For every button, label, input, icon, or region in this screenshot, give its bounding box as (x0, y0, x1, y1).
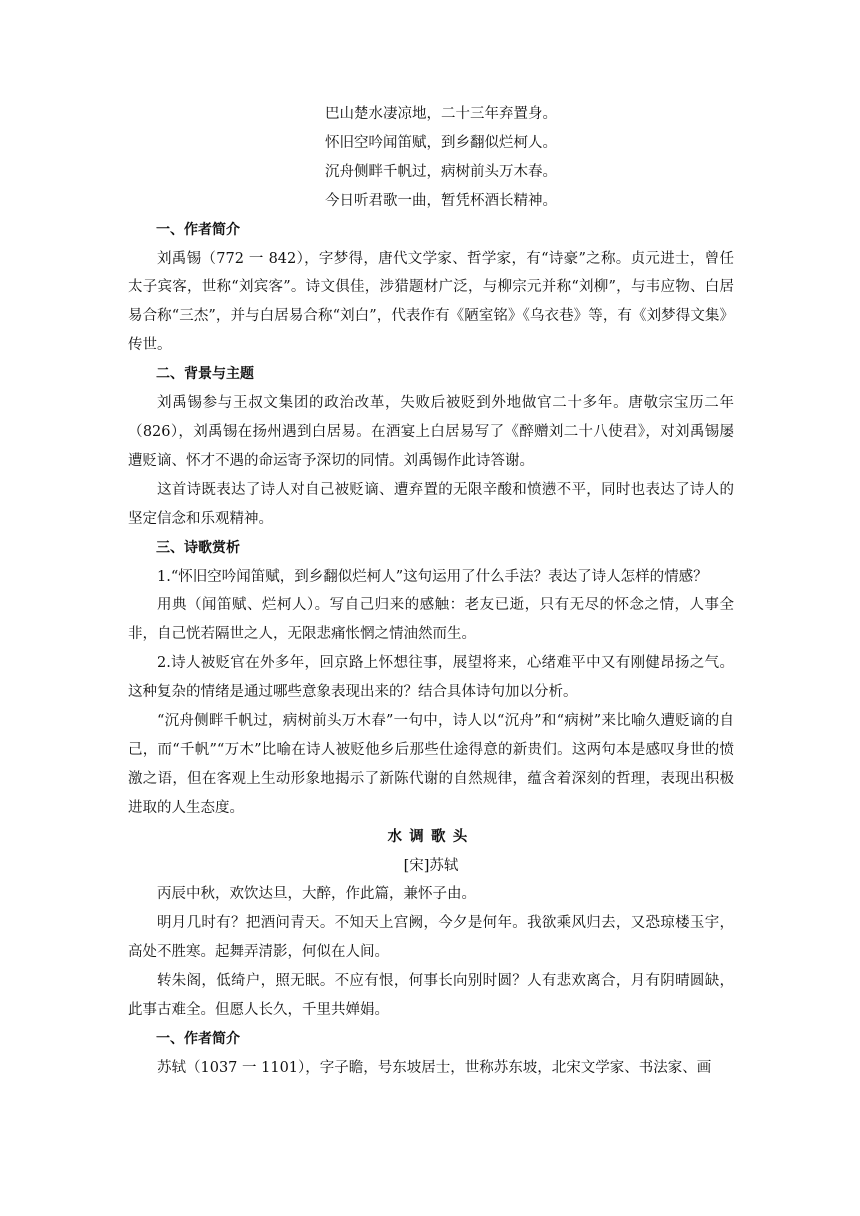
poem-line: 今日听君歌一曲，暂凭杯酒长精神。 (325, 192, 557, 209)
answer-1: 用典（闻笛赋、烂柯人）。写自己归来的感触：老友已逝，只有无尽的怀念之情，人事全非，自己恍若隔世之人，无限悲痛怅惘之情油然而生。 (128, 597, 734, 643)
poem-stanza-1: 明月几时有？把酒问青天。不知天上宫阙，今夕是何年。我欲乘风归去，又恐琼楼玉宇，高处不胜寒。起舞弄清影，何似在人间。 (128, 915, 734, 961)
poem-stanza-2: 转朱阁，低绮户，照无眠。不应有恨，何事长向别时圆？人有悲欢离合，月有阴晴圆缺，此事古难全。但愿人长久，千里共婵娟。 (128, 973, 734, 1019)
poem-line: 巴山楚水凄凉地，二十三年弃置身。 (325, 106, 557, 122)
question-2: 2.诗人被贬官在外多年，回京路上怀想往事，展望将来，心绪难平中又有刚健昂扬之气。这种复杂的情绪是通过哪些意象表现出来的？结合具体诗句加以分析。 (128, 655, 734, 701)
theme-paragraph: 这首诗既表达了诗人对自己被贬谪、遭弃置的无限辛酸和愤懑不平，同时也表达了诗人的坚定信念和乐观精神。 (128, 481, 734, 527)
poem-line: 沉舟侧畔千帆过，病树前头万木春。 (325, 163, 557, 180)
document-body (128, 100, 734, 1083)
poem-byline: [宋]苏轼 (403, 857, 459, 874)
background-paragraph: 刘禹锡参与王叔文集团的政治改革，失败后被贬到外地做官二十多年。唐敬宗宝历二年（826），刘禹锡在扬州遇到白居易。在酒宴上白居易写了《醉赠刘二十八使君》，对刘禹锡屡遭贬谪、怀才不遇的命运寄予深切的同情。刘禹锡作此诗答谢。 (128, 395, 734, 469)
answer-2: “沉舟侧畔千帆过，病树前头万木春”一句中，诗人以“沉舟”和“病树”来比喻久遭贬谪的自己，而“千帆”“万木”比喻在诗人被贬他乡后那些仕途得意的新贵们。这两句本是感叹身世的愤激之语，但在客观上生动形象地揭示了新陈代谢的自然规律，蕴含着深刻的哲理，表现出积极进取的人生态度。 (128, 713, 734, 816)
poem-preface: 丙辰中秋，欢饮达旦，大醉，作此篇，兼怀子由。 (157, 886, 476, 903)
question-1: 1.“怀旧空吟闻笛赋，到乡翻似烂柯人”这句运用了什么手法？表达了诗人怎样的情感？ (157, 568, 708, 585)
section-heading-appreciation: 三、诗歌赏析 (156, 539, 240, 556)
section-heading-background: 二、背景与主题 (156, 366, 254, 383)
section-heading-author-2: 一、作者简介 (156, 1031, 240, 1047)
poem-line: 怀旧空吟闻笛赋，到乡翻似烂柯人。 (325, 134, 557, 151)
author-bio-paragraph-2: 苏轼（1037 一 1101），字子瞻，号东坡居士，世称苏东坡，北宋文学家、书法家、画 (157, 1059, 712, 1076)
poem-title: 水调歌头 (387, 828, 475, 845)
author-bio-paragraph: 刘禹锡（772 一 842），字梦得，唐代文学家、哲学家，有“诗豪”之称。贞元进士，曾任太子宾客，世称“刘宾客”。诗文俱佳，涉猎题材广泛，与柳宗元并称“刘柳”，与韦应物、白居易合称“三杰”，并与白居易合称“刘白”，代表作有《陋室铭》《乌衣巷》等，有《刘梦得文集》传世。 (128, 250, 734, 354)
section-heading-author: 一、作者简介 (156, 221, 240, 238)
